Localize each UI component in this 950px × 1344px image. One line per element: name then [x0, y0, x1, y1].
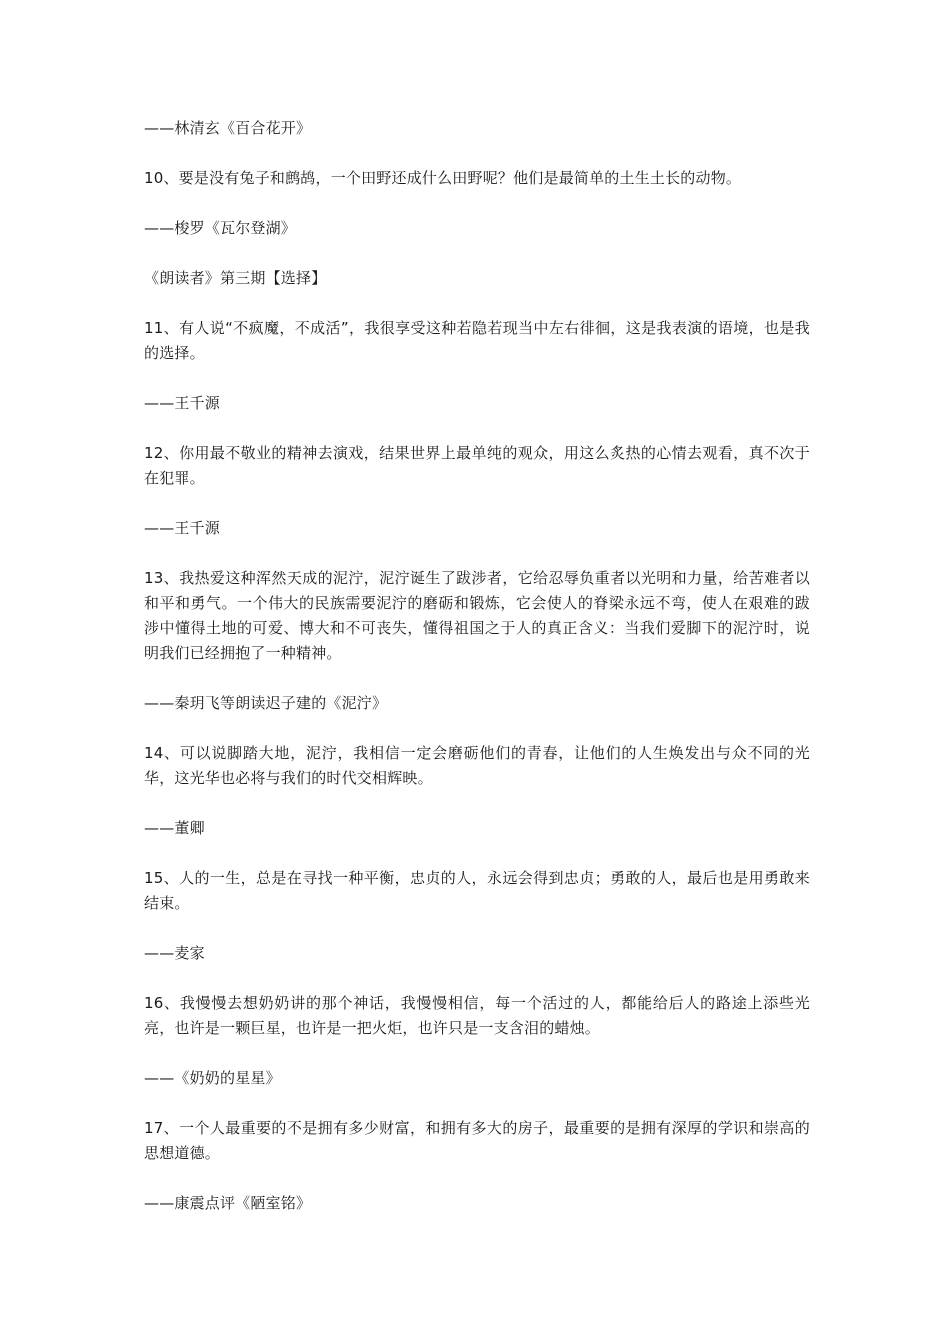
attribution-line: ——梭罗《瓦尔登湖》: [144, 219, 297, 237]
attribution-line: ——王千源: [144, 394, 221, 412]
quote-paragraph-12: 12、你用最不敬业的精神去演戏，结果世界上最单纯的观众，用这么炙热的心情去观看，真不次于在犯罪。: [144, 444, 810, 487]
attribution-line: ——《奶奶的星星》: [144, 1069, 281, 1087]
attribution-line: ——董卿: [144, 819, 205, 837]
quote-paragraph-10: 10、要是没有兔子和鹧鸪，一个田野还成什么田野呢？他们是最简单的土生土长的动物。: [144, 169, 742, 187]
quote-paragraph-14: 14、可以说脚踏大地，泥泞，我相信一定会磨砺他们的青春，让他们的人生焕发出与众不同的光华，这光华也必将与我们的时代交相辉映。: [144, 744, 810, 787]
quote-paragraph-17: 17、一个人最重要的不是拥有多少财富，和拥有多大的房子，最重要的是拥有深厚的学识和崇高的思想道德。: [144, 1119, 810, 1162]
attribution-line: ——麦家: [144, 944, 205, 962]
quote-paragraph-11: 11、有人说“不疯魔，不成活”，我很享受这种若隐若现当中左右徘徊，这是我表演的语境，也是我的选择。: [144, 319, 810, 362]
quote-paragraph-13: 13、我热爱这种浑然天成的泥泞，泥泞诞生了跋涉者，它给忍辱负重者以光明和力量，给苦难者以和平和勇气。一个伟大的民族需要泥泞的磨砺和锻炼，它会使人的脊梁永远不弯，使人在艰难的跋涉中懂得土地的可爱、博大和不可丧失，懂得祖国之于人的真正含义：当我们爱脚下的泥泞时，说明我们已经拥抱了一种精神。: [144, 569, 810, 662]
section-heading: 《朗读者》第三期【选择】: [144, 269, 327, 287]
attribution-line: ——林清玄《百合花开》: [144, 119, 312, 137]
quote-paragraph-15: 15、人的一生，总是在寻找一种平衡，忠贞的人，永远会得到忠贞；勇敢的人，最后也是用勇敢来结束。: [144, 869, 810, 912]
document-body: [144, 116, 810, 1241]
attribution-line: ——王千源: [144, 519, 221, 537]
quote-paragraph-16: 16、我慢慢去想奶奶讲的那个神话，我慢慢相信，每一个活过的人，都能给后人的路途上添些光亮，也许是一颗巨星，也许是一把火炬，也许只是一支含泪的蜡烛。: [144, 994, 810, 1037]
attribution-line: ——康震点评《陋室铭》: [144, 1194, 312, 1212]
attribution-line: ——秦玥飞等朗读迟子建的《泥泞》: [144, 694, 388, 712]
